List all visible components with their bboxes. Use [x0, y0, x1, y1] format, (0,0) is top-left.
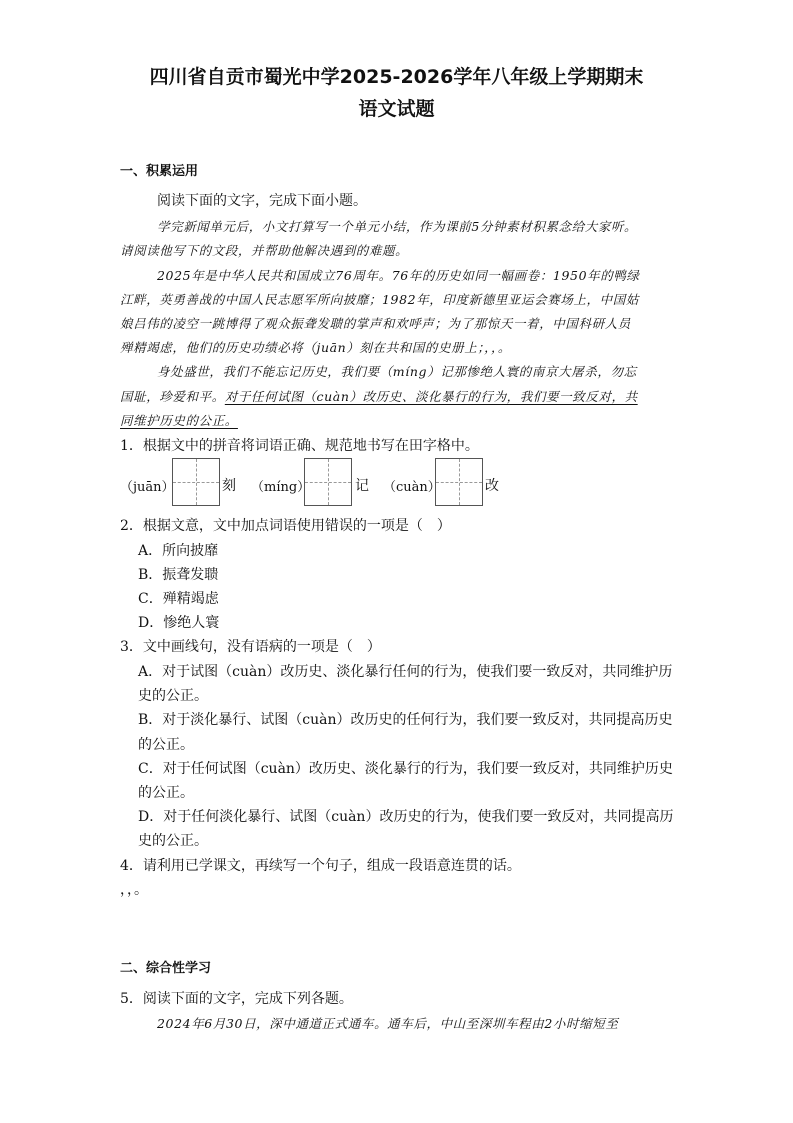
passage-line: 2024年6月30日，深中通道正式通车。通车后，中山至深圳车程由2小时缩短至: [157, 1016, 619, 1031]
passage-line: 娘吕伟的凌空一跳博得了观众振聋发聩的掌声和欢呼声；为了那惊天一着，中国科研人员: [120, 316, 631, 331]
tianzige-box[interactable]: [435, 458, 483, 506]
passage-line: 2025年是中华人民共和国成立76周年。76年的历史如同一幅画卷：1950年的鸭绿: [157, 268, 640, 283]
question-1-stem: 1．根据文中的拼音将词语正确、规范地书写在田字格中。: [120, 438, 479, 454]
given-character: 刻: [222, 478, 236, 494]
option-c-cont: 的公正。: [138, 785, 194, 801]
option-d[interactable]: D．惨绝人寰: [138, 615, 220, 631]
option-a[interactable]: A．对于试图（cuàn）改历史、淡化暴行任何的行为，使我们要一致反对，共同维护历: [138, 664, 673, 680]
passage-line: 学完新闻单元后，小文打算写一个单元小结，作为课前5分钟素材积累念给大家听。: [157, 219, 638, 234]
exam-title-line1: 四川省自贡市蜀光中学2025-2026学年八年级上学期期末: [149, 66, 644, 88]
passage-line: [120, 387, 638, 405]
pinyin-label: （cuàn）: [383, 480, 441, 495]
reading-instruction: 阅读下面的文字，完成下面小题。: [157, 193, 367, 209]
passage-line: 身处盛世，我们不能忘记历史，我们要（míng）记那惨绝人寰的南京大屠杀，勿忘: [157, 364, 637, 379]
passage-line: 请阅读他写下的文段，并帮助他解决遇到的难题。: [120, 243, 409, 258]
question-2-stem: 2．根据文意，文中加点词语使用错误的一项是（ ）: [120, 518, 451, 534]
tianzige-box[interactable]: [304, 458, 352, 506]
option-c[interactable]: C．殚精竭虑: [138, 591, 219, 607]
option-d-cont: 史的公正。: [138, 833, 208, 849]
underlined-sentence: 同维护历史的公正。: [120, 413, 238, 428]
passage-line: 江畔，英勇善战的中国人民志愿军所向披靡；1982年，印度新德里亚运会赛场上，中国姑: [120, 292, 639, 307]
option-a-cont: 史的公正。: [138, 688, 208, 704]
option-c[interactable]: C．对于任何试图（cuàn）改历史、淡化暴行的行为，我们要一致反对，共同维护历史: [138, 761, 673, 777]
question-3-stem: 3．文中画线句，没有语病的一项是（ ）: [120, 639, 381, 655]
passage-line: 殚精竭虑，他们的历史功绩必将（juān）刻在共和国的史册上；，，。: [120, 340, 511, 355]
answer-blank[interactable]: ，，。: [120, 882, 148, 898]
pinyin-label: （míng）: [251, 480, 311, 495]
given-character: 记: [355, 478, 369, 494]
passage-line: [120, 411, 238, 429]
pinyin-label: （juān）: [120, 480, 175, 495]
option-a[interactable]: A．所向披靡: [138, 543, 219, 559]
option-d[interactable]: D．对于任何淡化暴行、试图（cuàn）改历史的行为，使我们要一致反对，共同提高历: [138, 809, 674, 825]
underlined-sentence: 对于任何试图（cuàn）改历史、淡化暴行的行为，我们要一致反对，共: [224, 389, 638, 404]
question-5-stem: 5．阅读下面的文字，完成下列各题。: [120, 991, 353, 1007]
option-b-cont: 的公正。: [138, 737, 194, 753]
section-heading-accumulation: 一、积累运用: [120, 164, 199, 179]
option-b[interactable]: B．振聋发聩: [138, 567, 219, 583]
tianzige-box[interactable]: [172, 458, 220, 506]
passage-text: 国耻，珍爱和平。: [120, 389, 225, 404]
question-4-stem: 4．请利用已学课文，再续写一个句子，组成一段语意连贯的话。: [120, 858, 521, 874]
exam-title-line2: 语文试题: [358, 98, 435, 120]
given-character: 改: [485, 478, 499, 494]
option-b[interactable]: B．对于淡化暴行、试图（cuàn）改历史的任何行为，我们要一致反对，共同提高历史: [138, 712, 673, 728]
section-heading-comprehensive: 二、综合性学习: [120, 961, 212, 976]
